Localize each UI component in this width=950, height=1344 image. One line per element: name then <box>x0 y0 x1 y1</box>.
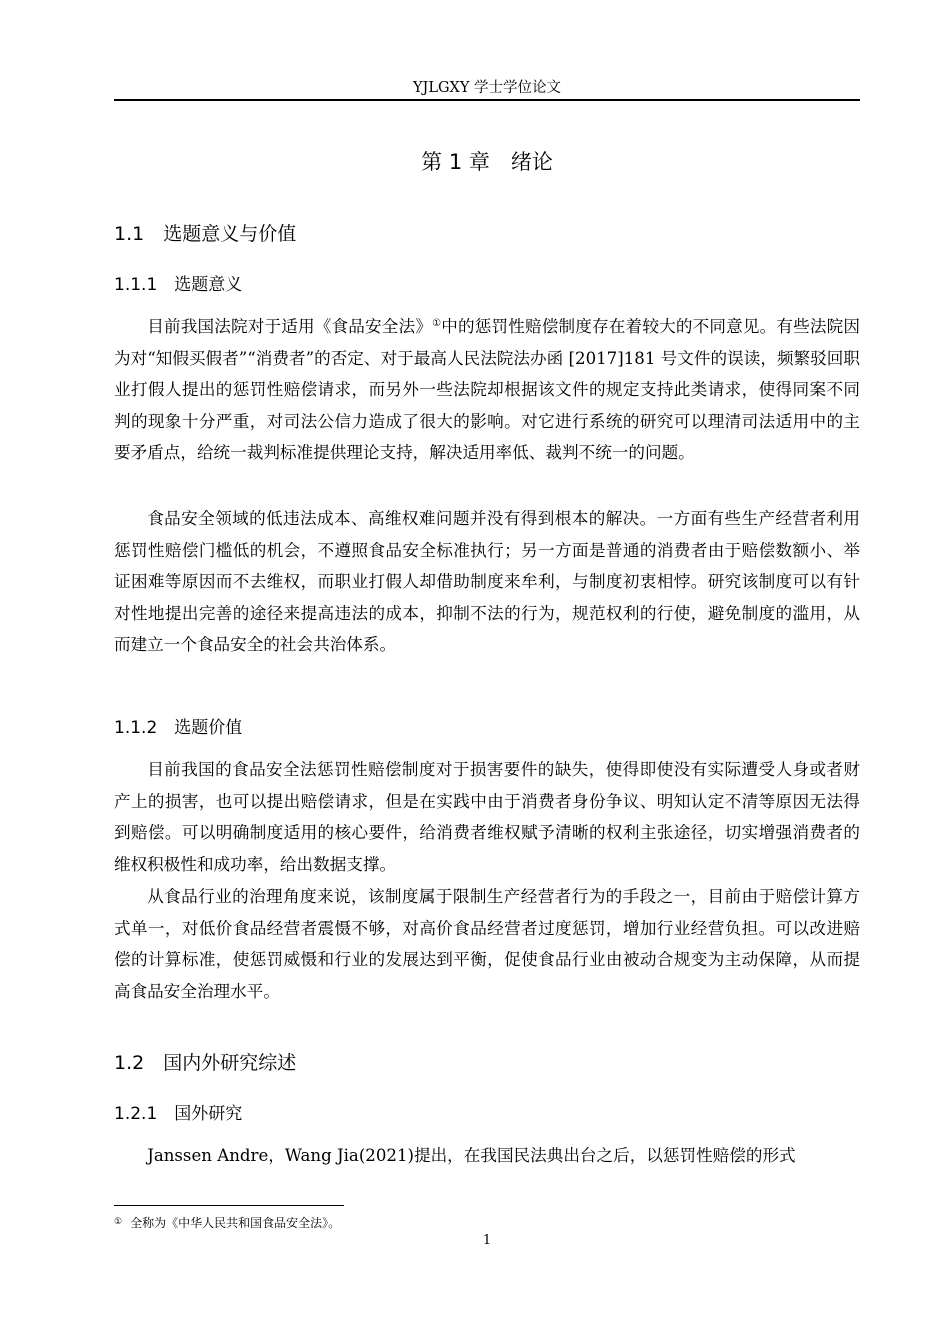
chapter-title: 第 1 章 绪论 <box>421 150 553 174</box>
running-header: YJLGXY 学士学位论文 <box>412 80 562 96</box>
paragraph-value-2: 从食品行业的治理角度来说，该制度属于限制生产经营者行为的手段之一，目前由于赔偿计算方式单一，对低价食品经营者震慑不够，对高价食品经营者过度惩罚，增加行业经营负担。可以改进赔偿的计算标准，使惩罚威慑和行业的发展达到平衡，促使食品行业由被动合规变为主动保障，从而提高食品安全治理水平。 <box>114 887 860 1001</box>
paragraph-value-1: 目前我国的食品安全法惩罚性赔偿制度对于损害要件的缺失，使得即使没有实际遭受人身或者财产上的损害，也可以提出赔偿请求，但是在实践中由于消费者身份争议、明知认定不清等原因无法得到赔偿。可以明确制度适用的核心要件，给消费者维权赋予清晰的权利主张途径，切实增强消费者的维权积极性和成功率，给出数据支撑。 <box>114 760 860 874</box>
header-rule <box>114 99 860 101</box>
footnote-text: 全称为《中华人民共和国食品安全法》。 <box>130 1216 341 1230</box>
footnote-mark: ① <box>114 1217 123 1227</box>
paragraph-significance-2: 食品安全领域的低违法成本、高维权难问题并没有得到根本的解决。一方面有些生产经营者利用惩罚性赔偿门槛低的机会，不遵照食品安全标准执行；另一方面是普通的消费者由于赔偿数额小、举证困难等原因而不去维权，而职业打假人却借助制度来牟利，与制度初衷相悖。研究该制度可以有针对性地提出完善的途径来提高违法的成本，抑制不法的行为，规范权利的行使，避免制度的滥用，从而建立一个食品安全的社会共治体系。 <box>114 509 860 654</box>
paragraph-text: 中的惩罚性赔偿制度存在着较大的不同意见。有些法院因为对“知假买假者”“消费者”的否定、对于最高人民法院法办函 [2017]181 号文件的误读，频繁驳回职业打假人提出的惩罚性赔偿请求，而另外一些法院却根据该文件的规定支持此类请求，使得同案不同判的现象十分严重，对司法公信力造成了很大的影响。对它进行系统的研究可以理清司法适用中的主要矛盾点，给统一裁判标准提供理论支持，解决适用率低、裁判不统一的问题。 <box>114 317 861 462</box>
section-heading-1-2: 1.2 国内外研究综述 <box>114 1052 297 1074</box>
paragraph-foreign-research-1: Janssen Andre，Wang Jia(2021)提出，在我国民法典出台之后，以惩罚性赔偿的形式 <box>147 1146 796 1165</box>
subsection-heading-1-1-2: 1.1.2 选题价值 <box>114 718 243 738</box>
footnote-reference: ① <box>432 318 442 329</box>
subsection-heading-1-1-1: 1.1.1 选题意义 <box>114 275 243 295</box>
footnote <box>114 1213 340 1232</box>
paragraph-significance-1 <box>114 311 860 469</box>
paragraph-text: 目前我国法院对于适用《食品安全法》 <box>147 317 433 336</box>
subsection-heading-1-2-1: 1.2.1 国外研究 <box>114 1104 243 1124</box>
page-number: 1 <box>482 1233 492 1248</box>
footnote-rule <box>114 1205 344 1206</box>
section-heading-1-1: 1.1 选题意义与价值 <box>114 223 297 245</box>
